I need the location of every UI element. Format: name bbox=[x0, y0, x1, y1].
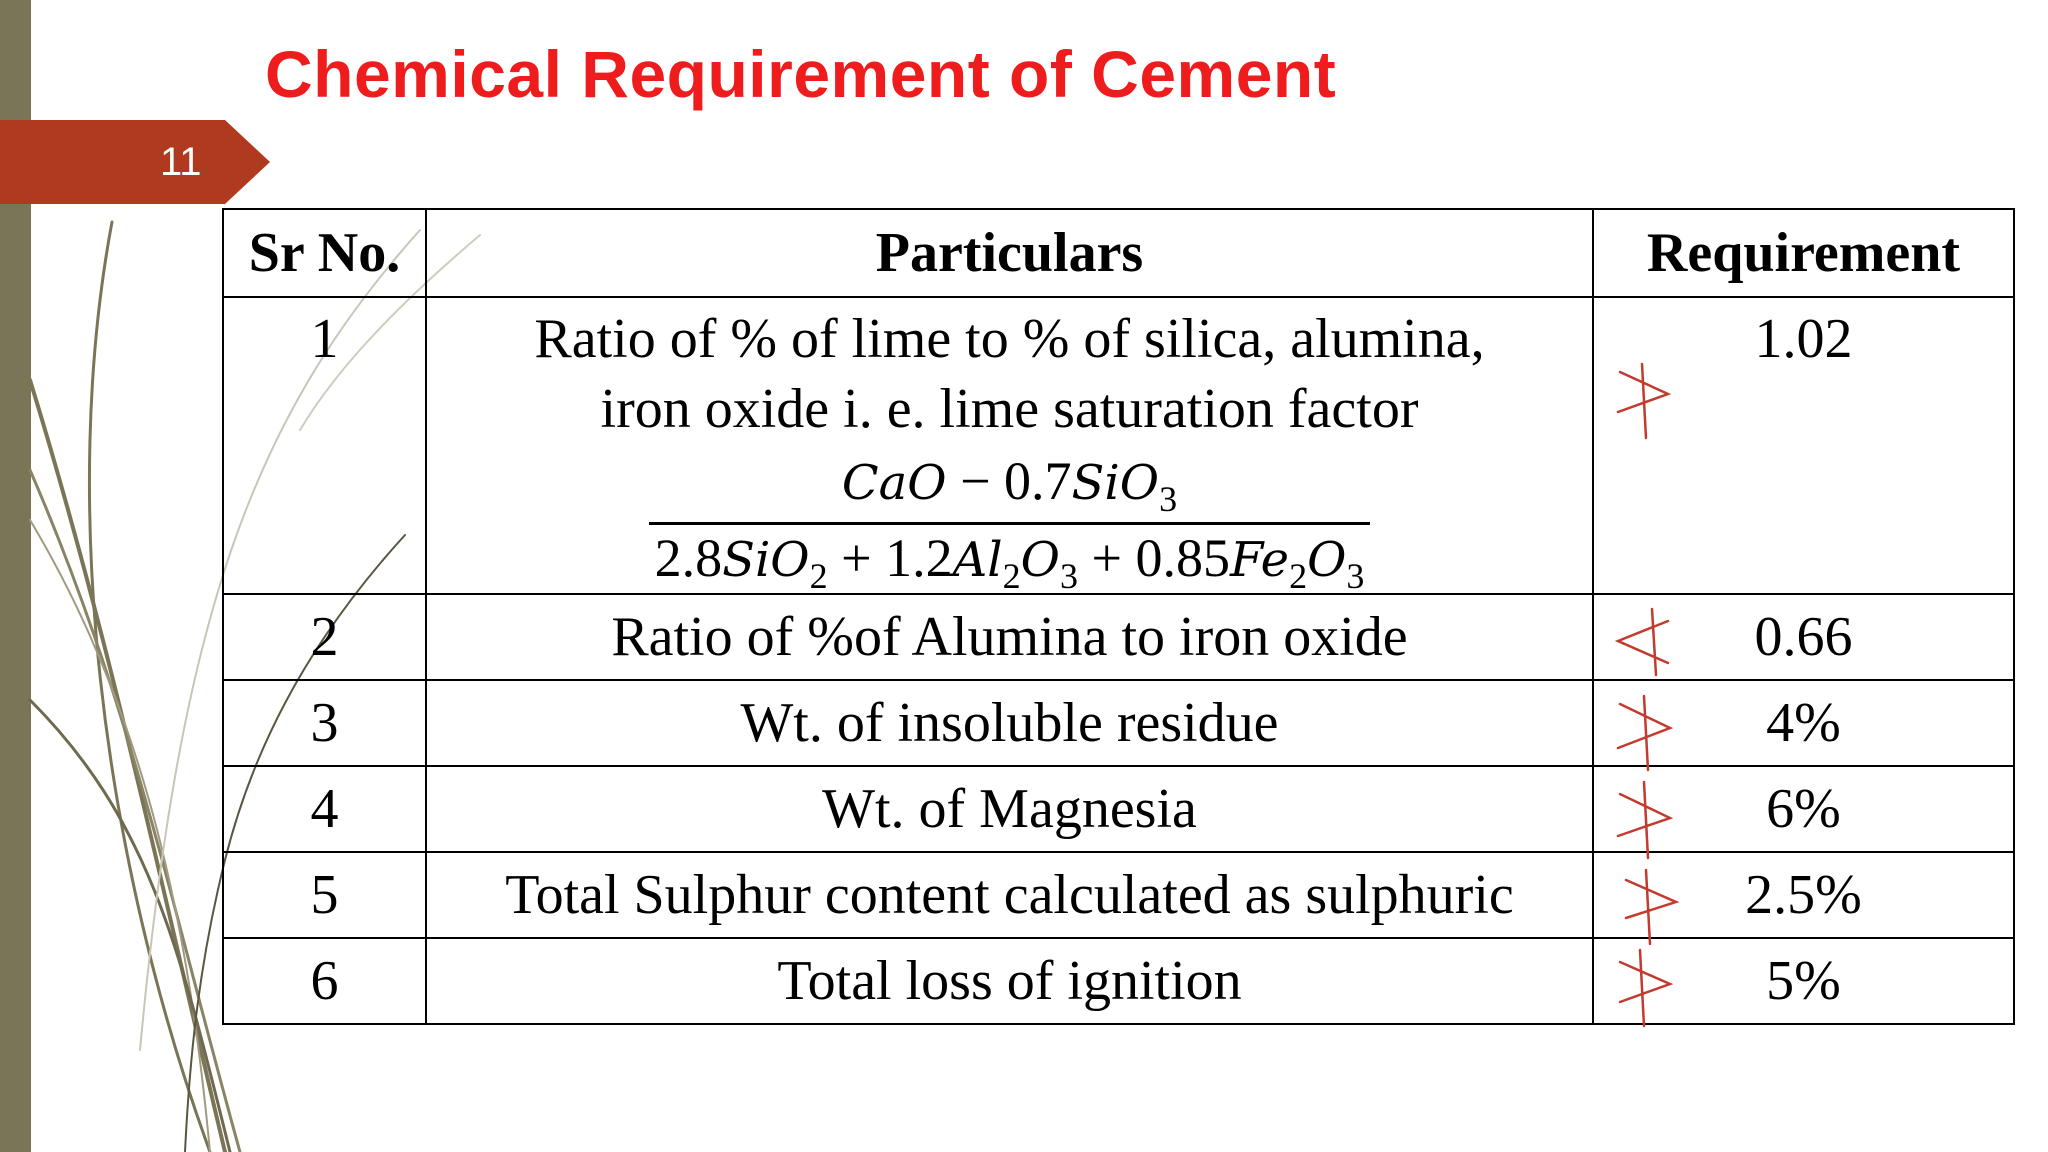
requirement-cell: 5% bbox=[1593, 938, 2014, 1024]
table-header-row bbox=[223, 209, 2014, 297]
not-greater-than-mark bbox=[1612, 944, 1682, 1034]
formula-denominator: $2.8SiO_2 + 1.2Al_2O_3 + 0.85Fe_2O_3$ bbox=[654, 528, 1365, 597]
not-greater-than-mark bbox=[1612, 360, 1682, 450]
table-row bbox=[223, 297, 2014, 594]
table-row bbox=[223, 766, 2014, 852]
particular-line-1: Ratio of % of lime to % of silica, alumina, bbox=[534, 308, 1485, 370]
requirements-table bbox=[222, 208, 2015, 1025]
header-requirement: Requirement bbox=[1593, 209, 2014, 297]
particular-cell: Wt. of insoluble residue bbox=[426, 680, 1593, 766]
sr-no-cell: 5 bbox=[223, 852, 426, 938]
requirement-cell: 1.02 bbox=[1593, 297, 2014, 594]
not-greater-than-mark bbox=[1612, 778, 1682, 868]
header-particulars: Particulars bbox=[426, 209, 1593, 297]
sr-no-cell: 2 bbox=[223, 594, 426, 680]
not-less-than-mark bbox=[1612, 605, 1682, 695]
particular-cell: Ratio of %of Alumina to iron oxide bbox=[426, 594, 1593, 680]
table-row bbox=[223, 938, 2014, 1024]
slide-title: Chemical Requirement of Cement bbox=[265, 37, 1337, 111]
sr-no-cell: 3 bbox=[223, 680, 426, 766]
sr-no-cell: 6 bbox=[223, 938, 426, 1024]
particular-cell bbox=[426, 297, 1593, 597]
particular-cell: Total loss of ignition bbox=[426, 938, 1593, 1024]
requirement-cell: 4% bbox=[1593, 680, 2014, 766]
requirement-cell: 6% bbox=[1593, 766, 2014, 852]
lime-saturation-formula bbox=[649, 450, 1371, 597]
not-greater-than-mark bbox=[1612, 690, 1682, 780]
slide-number-tag bbox=[0, 120, 270, 204]
sr-no-cell: 4 bbox=[223, 766, 426, 852]
table-row bbox=[223, 594, 2014, 680]
slide-number: 11 bbox=[160, 140, 202, 184]
table-row bbox=[223, 680, 2014, 766]
formula-numerator: CaO − 0.7SiO$_3$ bbox=[649, 450, 1371, 525]
particular-cell: Total Sulphur content calculated as sulphuric bbox=[426, 852, 1593, 938]
requirement-cell: 2.5% bbox=[1593, 852, 2014, 938]
particular-line-2: iron oxide i. e. lime saturation factor bbox=[600, 378, 1419, 440]
not-greater-than-mark bbox=[1618, 862, 1688, 952]
table-row bbox=[223, 852, 2014, 938]
particular-cell: Wt. of Magnesia bbox=[426, 766, 1593, 852]
sr-no-cell: 1 bbox=[223, 297, 426, 594]
header-sr-no: Sr No. bbox=[223, 209, 426, 297]
requirement-cell: 0.66 bbox=[1593, 594, 2014, 680]
